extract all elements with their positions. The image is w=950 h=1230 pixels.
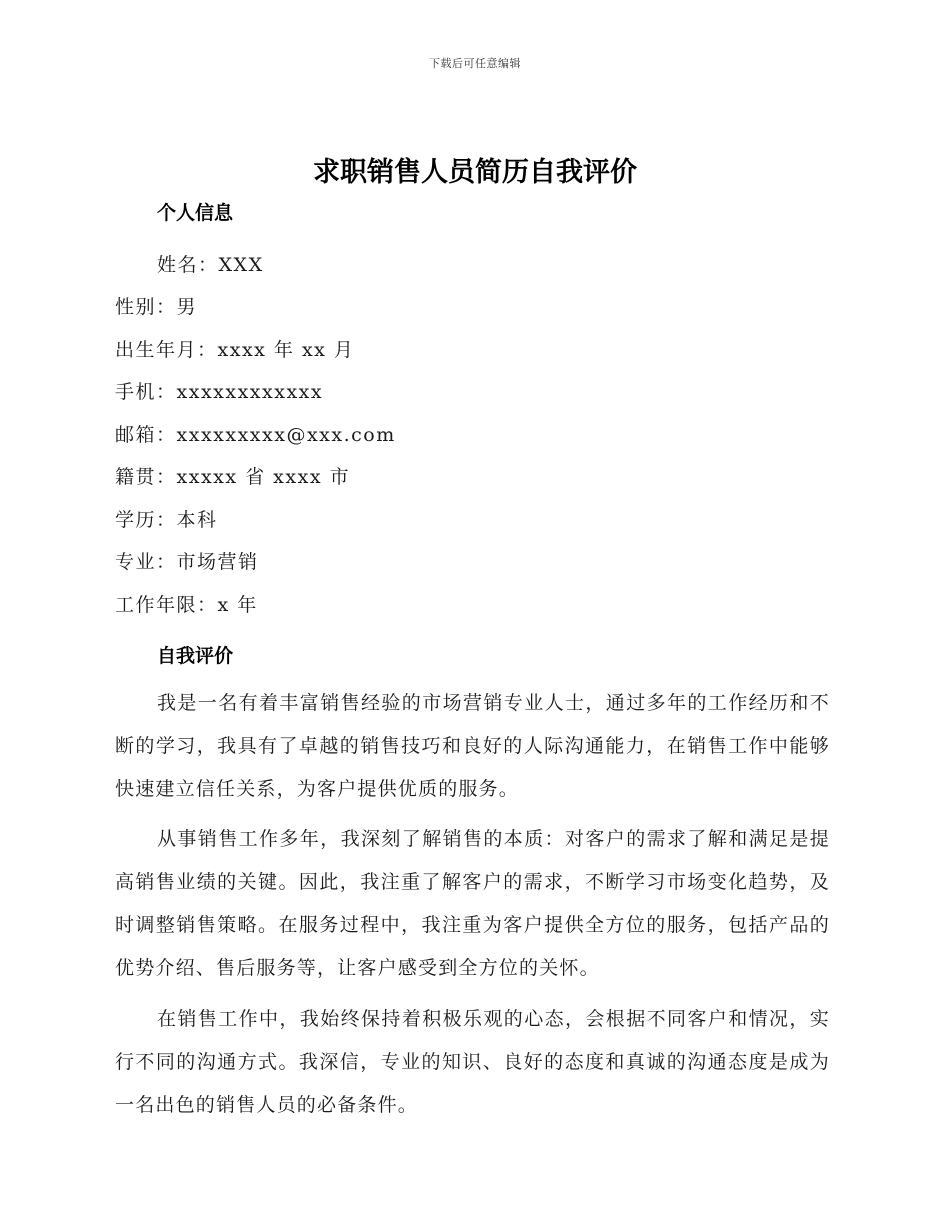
info-education-value: 本科 bbox=[176, 509, 218, 531]
page-header-note: 下载后可任意编辑 bbox=[429, 57, 521, 70]
info-major-value: 市场营销 bbox=[176, 551, 259, 573]
info-phone bbox=[115, 377, 323, 404]
info-birth bbox=[115, 335, 354, 362]
info-email-value: xxxxxxxxx@xxx.com bbox=[176, 424, 396, 446]
personal-info-heading: 个人信息 bbox=[157, 202, 234, 224]
info-major-label: 专业： bbox=[115, 551, 177, 573]
info-major bbox=[115, 547, 259, 574]
info-name bbox=[157, 250, 264, 277]
document-title: 求职销售人员简历自我评价 bbox=[313, 157, 637, 188]
info-phone-label: 手机： bbox=[115, 381, 177, 403]
self-evaluation-paragraph-2: 从事销售工作多年，我深刻了解销售的本质：对客户的需求了解和满足是提高销售业绩的关键。因此，我注重了解客户的需求，不断学习市场变化趋势，及时调整销售策略。在服务过程中，我注重为客户提供全方位的服务，包括产品的优势介绍、售后服务等，让客户感受到全方位的关怀。 bbox=[115, 828, 830, 979]
info-hometown bbox=[115, 462, 350, 489]
info-hometown-label: 籍贯： bbox=[115, 466, 177, 488]
info-education-label: 学历： bbox=[115, 509, 177, 531]
info-hometown-value: xxxxx 省 xxxx 市 bbox=[176, 466, 351, 488]
info-name-value: XXX bbox=[218, 254, 264, 276]
info-education bbox=[115, 505, 218, 532]
self-evaluation-heading: 自我评价 bbox=[157, 645, 234, 667]
info-email bbox=[115, 420, 396, 447]
info-phone-value: xxxxxxxxxxxx bbox=[176, 381, 324, 403]
info-gender bbox=[115, 292, 197, 319]
info-gender-value: 男 bbox=[176, 296, 198, 318]
info-work-years bbox=[115, 590, 258, 617]
info-email-label: 邮箱： bbox=[115, 424, 177, 446]
info-name-label: 姓名： bbox=[157, 254, 219, 276]
self-evaluation-paragraph-3: 在销售工作中，我始终保持着积极乐观的心态，会根据不同客户和情况，实行不同的沟通方式。我深信，专业的知识、良好的态度和真诚的沟通态度是成为一名出色的销售人员的必备条件。 bbox=[115, 1008, 830, 1116]
info-gender-label: 性别： bbox=[115, 296, 177, 318]
info-birth-value: xxxx 年 xx 月 bbox=[217, 339, 355, 361]
self-evaluation-paragraph-1: 我是一名有着丰富销售经验的市场营销专业人士，通过多年的工作经历和不断的学习，我具有了卓越的销售技巧和良好的人际沟通能力，在销售工作中能够快速建立信任关系，为客户提供优质的服务。 bbox=[115, 692, 830, 800]
info-work-years-label: 工作年限： bbox=[115, 594, 218, 616]
info-birth-label: 出生年月： bbox=[115, 339, 218, 361]
info-work-years-value: x 年 bbox=[217, 594, 258, 616]
